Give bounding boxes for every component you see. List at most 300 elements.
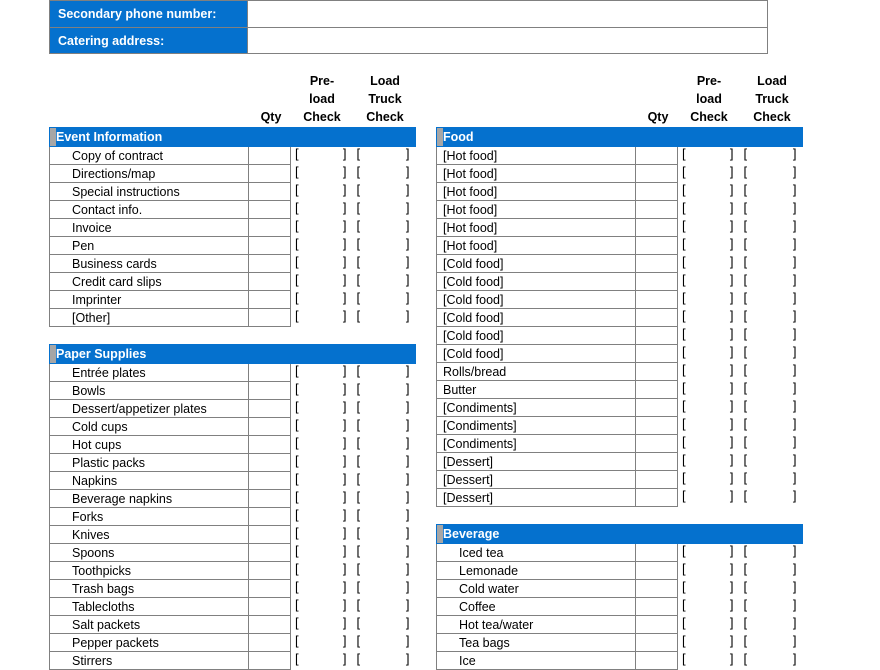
item-name-cell: Pen: [50, 237, 249, 255]
item-name-cell: Salt packets: [50, 616, 249, 634]
preload-checkbox-cell[interactable]: [291, 436, 353, 454]
left-preload-line2: load: [309, 92, 335, 106]
quantity-input-cell[interactable]: [249, 562, 291, 580]
loadtruck-checkbox-cell[interactable]: [740, 147, 803, 165]
quantity-input-cell[interactable]: [249, 634, 291, 652]
preload-checkbox-cell[interactable]: [678, 201, 740, 219]
loadtruck-checkbox-cell[interactable]: [740, 327, 803, 345]
quantity-input-cell[interactable]: [249, 147, 291, 165]
bracket-close-icon: ]: [792, 433, 797, 449]
bracket-close-icon: ]: [405, 398, 410, 414]
quantity-input-cell[interactable]: [636, 435, 678, 453]
bracket-close-icon: ]: [342, 181, 347, 197]
quantity-input-cell[interactable]: [636, 309, 678, 327]
quantity-input-cell[interactable]: [249, 201, 291, 219]
quantity-input-cell[interactable]: [636, 544, 678, 562]
quantity-input-cell[interactable]: [636, 489, 678, 507]
loadtruck-checkbox-cell[interactable]: [353, 490, 416, 508]
loadtruck-checkbox-cell[interactable]: [353, 580, 416, 598]
loadtruck-checkbox-cell[interactable]: [740, 219, 803, 237]
bracket-open-icon: [: [682, 596, 686, 612]
item-name-cell: [Hot food]: [437, 237, 636, 255]
table-row: [50, 598, 416, 616]
preload-checkbox-cell[interactable]: [678, 634, 740, 652]
preload-checkbox-cell[interactable]: [678, 345, 740, 363]
quantity-input-cell[interactable]: [249, 255, 291, 273]
quantity-input-cell[interactable]: [249, 273, 291, 291]
quantity-input-cell[interactable]: [249, 652, 291, 670]
loadtruck-checkbox-cell[interactable]: [740, 489, 803, 507]
bracket-close-icon: ]: [342, 163, 347, 179]
quantity-input-cell[interactable]: [636, 453, 678, 471]
loadtruck-checkbox-cell[interactable]: [353, 309, 416, 327]
loadtruck-checkbox-cell[interactable]: [353, 400, 416, 418]
bracket-close-icon: ]: [792, 614, 797, 630]
quantity-input-cell[interactable]: [636, 165, 678, 183]
table-row: [437, 580, 803, 598]
quantity-input-cell[interactable]: [249, 183, 291, 201]
section-title: [50, 345, 416, 364]
quantity-input-cell[interactable]: [636, 381, 678, 399]
loadtruck-checkbox-cell[interactable]: [740, 309, 803, 327]
table-row: [437, 435, 803, 453]
loadtruck-checkbox-cell[interactable]: [353, 165, 416, 183]
quantity-input-cell[interactable]: [636, 417, 678, 435]
loadtruck-checkbox-cell[interactable]: [740, 471, 803, 489]
preload-checkbox-cell[interactable]: [291, 616, 353, 634]
table-row: [50, 273, 416, 291]
preload-checkbox-cell[interactable]: [678, 165, 740, 183]
preload-checkbox-cell[interactable]: [291, 526, 353, 544]
loadtruck-checkbox-cell[interactable]: [740, 183, 803, 201]
quantity-input-cell[interactable]: [249, 508, 291, 526]
bracket-open-icon: [: [743, 146, 748, 161]
loadtruck-checkbox-cell[interactable]: [353, 382, 416, 400]
loadtruck-checkbox-cell[interactable]: [353, 183, 416, 201]
bracket-open-icon: [: [356, 596, 361, 612]
loadtruck-checkbox-cell[interactable]: [740, 544, 803, 562]
table-row: [50, 472, 416, 490]
left-loadtruck-line3: Check: [366, 110, 404, 124]
bracket-open-icon: [: [295, 163, 299, 179]
loadtruck-checkbox-cell[interactable]: [353, 436, 416, 454]
loadtruck-checkbox-cell[interactable]: [740, 291, 803, 309]
bracket-close-icon: ]: [342, 217, 347, 233]
bracket-close-icon: ]: [405, 596, 410, 612]
quantity-input-cell[interactable]: [249, 436, 291, 454]
quantity-input-cell[interactable]: [636, 291, 678, 309]
preload-checkbox-cell[interactable]: [678, 562, 740, 580]
contact-field-value[interactable]: [248, 0, 768, 27]
item-name-cell: Copy of contract: [50, 147, 249, 165]
preload-checkbox-cell[interactable]: [678, 453, 740, 471]
loadtruck-checkbox-cell[interactable]: [740, 634, 803, 652]
section-gap: [50, 327, 416, 336]
preload-checkbox-cell[interactable]: [291, 219, 353, 237]
quantity-input-cell[interactable]: [636, 471, 678, 489]
quantity-input-cell[interactable]: [636, 201, 678, 219]
bracket-close-icon: ]: [405, 632, 410, 648]
bracket-close-icon: ]: [729, 560, 734, 576]
loadtruck-checkbox-cell[interactable]: [740, 165, 803, 183]
loadtruck-checkbox-cell[interactable]: [353, 273, 416, 291]
bracket-close-icon: ]: [729, 632, 734, 648]
preload-checkbox-cell[interactable]: [678, 273, 740, 291]
preload-checkbox-cell[interactable]: [291, 454, 353, 472]
loadtruck-checkbox-cell[interactable]: [740, 435, 803, 453]
loadtruck-checkbox-cell[interactable]: [353, 255, 416, 273]
bracket-close-icon: ]: [342, 289, 347, 305]
bracket-close-icon: ]: [729, 199, 734, 215]
preload-checkbox-cell[interactable]: [678, 417, 740, 435]
item-name-cell: [Hot food]: [437, 147, 636, 165]
bracket-close-icon: ]: [342, 560, 347, 576]
quantity-input-cell[interactable]: [249, 616, 291, 634]
bracket-close-icon: ]: [729, 146, 734, 161]
loadtruck-checkbox-cell[interactable]: [740, 237, 803, 255]
preload-checkbox-cell[interactable]: [291, 634, 353, 652]
quantity-input-cell[interactable]: [249, 219, 291, 237]
bracket-open-icon: [: [743, 596, 748, 612]
quantity-input-cell[interactable]: [249, 418, 291, 436]
preload-checkbox-cell[interactable]: [678, 435, 740, 453]
quantity-input-cell[interactable]: [636, 219, 678, 237]
bracket-close-icon: ]: [342, 307, 347, 323]
table-row: [437, 147, 803, 165]
preload-checkbox-cell[interactable]: [291, 418, 353, 436]
bracket-open-icon: [: [682, 253, 686, 269]
bracket-open-icon: [: [356, 380, 361, 396]
preload-checkbox-cell[interactable]: [291, 201, 353, 219]
loadtruck-checkbox-cell[interactable]: [740, 345, 803, 363]
bracket-close-icon: ]: [405, 271, 410, 287]
item-name-cell: [Hot food]: [437, 183, 636, 201]
bracket-close-icon: ]: [342, 614, 347, 630]
preload-checkbox-cell[interactable]: [291, 562, 353, 580]
loadtruck-checkbox-cell[interactable]: [740, 562, 803, 580]
preload-checkbox-cell[interactable]: [678, 219, 740, 237]
bracket-open-icon: [: [356, 289, 361, 305]
quantity-input-cell[interactable]: [249, 165, 291, 183]
quantity-input-cell[interactable]: [636, 562, 678, 580]
loadtruck-checkbox-cell[interactable]: [740, 255, 803, 273]
preload-checkbox-cell[interactable]: [678, 616, 740, 634]
preload-checkbox-cell[interactable]: [291, 364, 353, 382]
bracket-open-icon: [: [356, 416, 361, 432]
loadtruck-checkbox-cell[interactable]: [353, 508, 416, 526]
table-row: [437, 616, 803, 634]
right-loadtruck-line3: Check: [753, 110, 791, 124]
preload-checkbox-cell[interactable]: [678, 147, 740, 165]
quantity-input-cell[interactable]: [249, 382, 291, 400]
quantity-input-cell[interactable]: [249, 580, 291, 598]
loadtruck-checkbox-cell[interactable]: [740, 580, 803, 598]
bracket-open-icon: [: [356, 146, 361, 161]
bracket-close-icon: ]: [342, 363, 347, 378]
preload-checkbox-cell[interactable]: [291, 580, 353, 598]
bracket-close-icon: ]: [342, 416, 347, 432]
preload-checkbox-cell[interactable]: [291, 309, 353, 327]
quantity-input-cell[interactable]: [249, 598, 291, 616]
loadtruck-checkbox-cell[interactable]: [353, 526, 416, 544]
quantity-input-cell[interactable]: [636, 399, 678, 417]
bracket-open-icon: [: [682, 361, 686, 377]
preload-checkbox-cell[interactable]: [678, 183, 740, 201]
table-row: [50, 219, 416, 237]
bracket-close-icon: ]: [792, 596, 797, 612]
bracket-open-icon: [: [295, 614, 299, 630]
bracket-open-icon: [: [295, 271, 299, 287]
bracket-open-icon: [: [295, 452, 299, 468]
preload-checkbox-cell[interactable]: [291, 652, 353, 670]
loadtruck-checkbox-cell[interactable]: [353, 544, 416, 562]
quantity-input-cell[interactable]: [636, 652, 678, 670]
bracket-close-icon: ]: [405, 289, 410, 305]
bracket-open-icon: [: [295, 434, 299, 450]
quantity-input-cell[interactable]: [636, 598, 678, 616]
contact-row: [49, 27, 768, 54]
quantity-input-cell[interactable]: [249, 237, 291, 255]
table-row: [50, 183, 416, 201]
bracket-open-icon: [: [356, 470, 361, 486]
loadtruck-checkbox-cell[interactable]: [353, 237, 416, 255]
loadtruck-checkbox-cell[interactable]: [353, 418, 416, 436]
item-name-cell: Coffee: [437, 598, 636, 616]
preload-checkbox-cell[interactable]: [678, 544, 740, 562]
bracket-close-icon: ]: [342, 542, 347, 558]
table-row: [437, 273, 803, 291]
quantity-input-cell[interactable]: [249, 400, 291, 418]
preload-checkbox-cell[interactable]: [678, 381, 740, 399]
bracket-close-icon: ]: [405, 614, 410, 630]
loadtruck-checkbox-cell[interactable]: [740, 616, 803, 634]
preload-checkbox-cell[interactable]: [678, 580, 740, 598]
loadtruck-checkbox-cell[interactable]: [353, 616, 416, 634]
preload-checkbox-cell[interactable]: [291, 165, 353, 183]
loadtruck-checkbox-cell[interactable]: [353, 634, 416, 652]
loadtruck-checkbox-cell[interactable]: [740, 363, 803, 381]
preload-checkbox-cell[interactable]: [291, 291, 353, 309]
quantity-input-cell[interactable]: [636, 363, 678, 381]
bracket-open-icon: [: [356, 488, 361, 504]
bracket-open-icon: [: [356, 363, 361, 378]
loadtruck-checkbox-cell[interactable]: [353, 147, 416, 165]
preload-checkbox-cell[interactable]: [291, 183, 353, 201]
bracket-close-icon: ]: [342, 235, 347, 251]
loadtruck-checkbox-cell[interactable]: [353, 219, 416, 237]
bracket-close-icon: ]: [405, 163, 410, 179]
preload-checkbox-cell[interactable]: [678, 291, 740, 309]
table-row: [437, 237, 803, 255]
preload-checkbox-cell[interactable]: [678, 255, 740, 273]
loadtruck-checkbox-cell[interactable]: [740, 399, 803, 417]
loadtruck-checkbox-cell[interactable]: [740, 453, 803, 471]
bracket-close-icon: ]: [792, 578, 797, 594]
loadtruck-checkbox-cell[interactable]: [740, 652, 803, 670]
quantity-input-cell[interactable]: [636, 616, 678, 634]
loadtruck-checkbox-cell[interactable]: [353, 291, 416, 309]
loadtruck-checkbox-cell[interactable]: [740, 381, 803, 399]
bracket-open-icon: [: [295, 542, 299, 558]
table-row: [437, 327, 803, 345]
item-name-cell: [Hot food]: [437, 165, 636, 183]
preload-checkbox-cell[interactable]: [291, 255, 353, 273]
table-row: [437, 291, 803, 309]
preload-checkbox-cell[interactable]: [678, 363, 740, 381]
right-checklist-table: [436, 127, 803, 670]
quantity-input-cell[interactable]: [249, 291, 291, 309]
preload-checkbox-cell[interactable]: [291, 544, 353, 562]
bracket-open-icon: [: [295, 470, 299, 486]
loadtruck-checkbox-cell[interactable]: [353, 598, 416, 616]
preload-checkbox-cell[interactable]: [678, 489, 740, 507]
quantity-input-cell[interactable]: [636, 237, 678, 255]
quantity-input-cell[interactable]: [636, 580, 678, 598]
preload-checkbox-cell[interactable]: [291, 400, 353, 418]
quantity-input-cell[interactable]: [249, 364, 291, 382]
table-row: [437, 255, 803, 273]
quantity-input-cell[interactable]: [636, 255, 678, 273]
table-row: [437, 165, 803, 183]
item-name-cell: [Dessert]: [437, 453, 636, 471]
section-title-text: Paper Supplies: [56, 347, 147, 361]
preload-checkbox-cell[interactable]: [291, 508, 353, 526]
preload-checkbox-cell[interactable]: [678, 652, 740, 670]
bracket-close-icon: ]: [792, 469, 797, 485]
preload-checkbox-cell[interactable]: [678, 399, 740, 417]
preload-checkbox-cell[interactable]: [291, 490, 353, 508]
item-name-cell: Hot tea/water: [437, 616, 636, 634]
loadtruck-checkbox-cell[interactable]: [740, 417, 803, 435]
bracket-close-icon: ]: [792, 163, 797, 179]
bracket-open-icon: [: [356, 163, 361, 179]
loadtruck-checkbox-cell[interactable]: [353, 562, 416, 580]
preload-checkbox-cell[interactable]: [291, 273, 353, 291]
bracket-close-icon: ]: [729, 578, 734, 594]
bracket-open-icon: [: [743, 469, 748, 485]
loadtruck-checkbox-cell[interactable]: [740, 273, 803, 291]
preload-checkbox-cell[interactable]: [291, 472, 353, 490]
table-row: [437, 399, 803, 417]
quantity-input-cell[interactable]: [249, 454, 291, 472]
loadtruck-checkbox-cell[interactable]: [740, 201, 803, 219]
bracket-open-icon: [: [743, 325, 748, 341]
bracket-open-icon: [: [682, 181, 686, 197]
bracket-open-icon: [: [682, 650, 686, 666]
bracket-close-icon: ]: [792, 325, 797, 341]
loadtruck-checkbox-cell[interactable]: [740, 598, 803, 616]
loadtruck-checkbox-cell[interactable]: [353, 454, 416, 472]
bracket-open-icon: [: [356, 434, 361, 450]
table-row: [50, 454, 416, 472]
bracket-open-icon: [: [682, 560, 686, 576]
bracket-close-icon: ]: [342, 253, 347, 269]
bracket-close-icon: ]: [405, 307, 410, 323]
loadtruck-checkbox-cell[interactable]: [353, 472, 416, 490]
bracket-open-icon: [: [682, 614, 686, 630]
item-name-cell: Butter: [437, 381, 636, 399]
table-row: [50, 418, 416, 436]
bracket-open-icon: [: [743, 415, 748, 431]
bracket-open-icon: [: [743, 560, 748, 576]
section-header-row: [50, 128, 416, 147]
right-loadtruck-column-header: [742, 72, 802, 126]
bracket-open-icon: [: [356, 614, 361, 630]
quantity-input-cell[interactable]: [636, 147, 678, 165]
item-name-cell: Bowls: [50, 382, 249, 400]
quantity-input-cell[interactable]: [249, 490, 291, 508]
item-name-cell: Tablecloths: [50, 598, 249, 616]
bracket-close-icon: ]: [405, 650, 410, 666]
loadtruck-checkbox-cell[interactable]: [353, 201, 416, 219]
preload-checkbox-cell[interactable]: [291, 382, 353, 400]
table-row: [50, 147, 416, 165]
preload-checkbox-cell[interactable]: [678, 471, 740, 489]
table-row: [50, 255, 416, 273]
item-name-cell: Pepper packets: [50, 634, 249, 652]
item-name-cell: Beverage napkins: [50, 490, 249, 508]
quantity-input-cell[interactable]: [636, 634, 678, 652]
bracket-open-icon: [: [743, 650, 748, 666]
item-name-cell: Tea bags: [437, 634, 636, 652]
bracket-open-icon: [: [295, 578, 299, 594]
preload-checkbox-cell[interactable]: [291, 237, 353, 255]
bracket-close-icon: ]: [729, 397, 734, 413]
item-name-cell: Napkins: [50, 472, 249, 490]
table-row: [50, 616, 416, 634]
bracket-close-icon: ]: [792, 379, 797, 395]
item-name-cell: Trash bags: [50, 580, 249, 598]
loadtruck-checkbox-cell[interactable]: [353, 364, 416, 382]
table-row: [437, 489, 803, 507]
preload-checkbox-cell[interactable]: [291, 147, 353, 165]
bracket-open-icon: [: [682, 307, 686, 323]
item-name-cell: Ice: [437, 652, 636, 670]
right-preload-line2: load: [696, 92, 722, 106]
item-name-cell: [Cold food]: [437, 309, 636, 327]
preload-checkbox-cell[interactable]: [678, 309, 740, 327]
preload-checkbox-cell[interactable]: [291, 598, 353, 616]
item-name-cell: [Dessert]: [437, 489, 636, 507]
quantity-input-cell[interactable]: [249, 472, 291, 490]
table-row: [50, 544, 416, 562]
preload-checkbox-cell[interactable]: [678, 327, 740, 345]
quantity-input-cell[interactable]: [249, 309, 291, 327]
bracket-open-icon: [: [743, 199, 748, 215]
quantity-input-cell[interactable]: [636, 345, 678, 363]
preload-checkbox-cell[interactable]: [678, 598, 740, 616]
quantity-input-cell[interactable]: [636, 327, 678, 345]
table-row: [437, 562, 803, 580]
loadtruck-checkbox-cell[interactable]: [353, 652, 416, 670]
bracket-open-icon: [: [682, 271, 686, 287]
quantity-input-cell[interactable]: [636, 273, 678, 291]
quantity-input-cell[interactable]: [636, 183, 678, 201]
quantity-input-cell[interactable]: [249, 544, 291, 562]
contact-field-value[interactable]: [248, 27, 768, 54]
preload-checkbox-cell[interactable]: [678, 237, 740, 255]
item-name-cell: Cold water: [437, 580, 636, 598]
quantity-input-cell[interactable]: [249, 526, 291, 544]
bracket-open-icon: [: [743, 289, 748, 305]
bracket-close-icon: ]: [729, 289, 734, 305]
bracket-close-icon: ]: [729, 217, 734, 233]
bracket-open-icon: [: [295, 560, 299, 576]
item-name-cell: Forks: [50, 508, 249, 526]
bracket-open-icon: [: [682, 325, 686, 341]
item-name-cell: [Cold food]: [437, 327, 636, 345]
contact-field-label: Catering address:: [49, 27, 248, 54]
